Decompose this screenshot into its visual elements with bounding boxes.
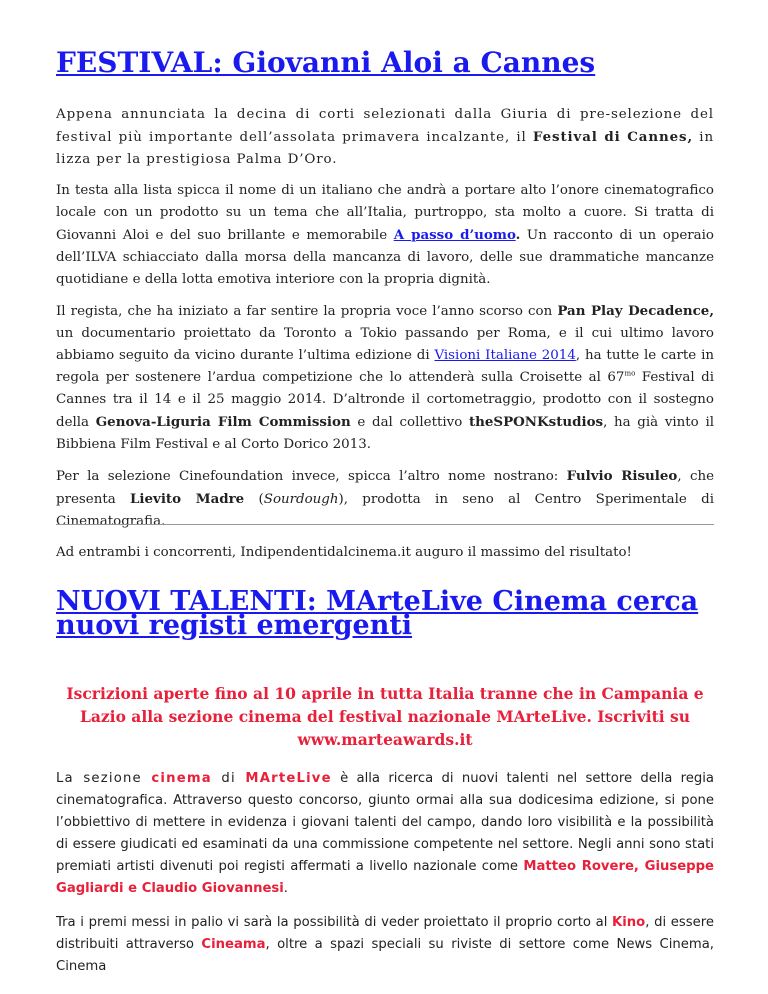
text: . bbox=[283, 881, 288, 896]
article-1-paragraph-5: Ad entrambi i concorrenti, Indipendentidalcinema.it auguro il massimo del risultato! bbox=[56, 545, 632, 560]
distributor-name: Cineama bbox=[201, 937, 266, 952]
studio-name: theSPONKstudios bbox=[468, 414, 604, 430]
article-1-paragraph-2 bbox=[56, 180, 714, 291]
article-1-paragraph-1 bbox=[56, 104, 714, 171]
article-separator bbox=[56, 524, 714, 525]
text: Un racconto di un operaio dell’ILVA schiacciato dalla morsa della mancanza di lavoro, delle sue drammatiche mancanze quotidiane e della lotta emotiva interiore con la propria dignità. bbox=[56, 228, 714, 287]
text: ), prodotta in seno al Centro Sperimentale di Cinematografia. bbox=[56, 492, 714, 529]
text: , che presenta bbox=[56, 469, 715, 507]
ordinal-suffix: mo bbox=[624, 369, 636, 378]
article-1-body bbox=[56, 104, 714, 573]
festival-name: Festival di Cannes, bbox=[532, 129, 694, 145]
film-english-title: Sourdough bbox=[263, 492, 339, 507]
article-1-paragraph-4 bbox=[56, 465, 714, 533]
text: e dal collettivo bbox=[350, 415, 469, 430]
text: ( bbox=[244, 492, 264, 507]
article-2-paragraph-2 bbox=[56, 912, 714, 978]
text: in lizza per la prestigiosa Palma D’Oro. bbox=[56, 130, 714, 167]
director-name: Fulvio Risuleo bbox=[566, 468, 678, 484]
text: Festival di Cannes tra il 14 e il 25 maggio 2014. D’altronde il cortometraggio, prodotto con il sostegno della bbox=[56, 370, 714, 430]
text: Il regista, che ha iniziato a far sentire la propria voce l’anno scorso con bbox=[56, 304, 558, 319]
text: , ha tutte le carte in regola per sostenere l’ardua competizione che lo attenderà sulla Croisette al 67 bbox=[56, 348, 714, 385]
film-name: Lievito Madre bbox=[130, 491, 245, 507]
film-name: Pan Play Decadence, bbox=[557, 303, 714, 319]
article-2-title[interactable]: NUOVI TALENTI: MArteLive Cinema cerca nuovi registi emergenti bbox=[56, 586, 699, 641]
film-link[interactable]: A passo d’uomo bbox=[393, 227, 516, 243]
article-2-body bbox=[56, 768, 714, 990]
text: In testa alla lista spicca il nome di un italiano che andrà a portare alto l’onore cinematografico locale con un prodotto su un tema che all’Italia, purtroppo, sta molto a cuore. Si tratta di Giovanni Aloi e del suo brillante e memorabile bbox=[56, 183, 714, 243]
article-2-paragraph-1 bbox=[56, 768, 714, 900]
text: , oltre a spazi speciali su riviste di settore come News Cinema, Cinema bbox=[56, 937, 714, 974]
text: Appena annunciata la decina di corti selezionati dalla Giuria di pre-selezione del festival più importante dell’assolata primavera incalzante, il bbox=[56, 107, 714, 145]
text: di bbox=[211, 771, 246, 786]
article-1-title[interactable]: FESTIVAL: Giovanni Aloi a Cannes bbox=[56, 46, 596, 79]
section-name: cinema bbox=[151, 771, 212, 786]
article-2-subhead: Iscrizioni aperte fino al 10 aprile in tutta Italia tranne che in Campania e Lazio alla sezione cinema del festival nazionale MArteLive. Iscriviti su www.marteawards.it bbox=[66, 684, 704, 749]
venue-name: Kino bbox=[612, 915, 646, 930]
text: Per la selezione Cinefoundation invece, spicca l’altro nome nostrano: bbox=[56, 469, 567, 484]
text: un documentario proiettato da Toronto a Tokio passando per Roma, e il cui ultimo lavoro abbiamo seguito da vicino durante l’ultima edizione di bbox=[56, 326, 714, 363]
text: . bbox=[515, 227, 521, 243]
article-1-paragraph-3 bbox=[56, 300, 714, 456]
text: è alla ricerca di nuovi talenti nel settore della regia cinematografica. Attraverso questo concorso, giunto ormai alla sua dodicesima edizione, si pone l’obbiettivo di mettere in evidenza i giovani talenti del campo, dando loro visibilità e la possibilità di essere giudicati ed esaminati da una commissione competente nel settore. Negli anni sono stati premiati artisti divenuti poi registi affermati a livello nazionale come bbox=[56, 771, 715, 874]
text: , ha già vinto il Bibbiena Film Festival e al Corto Dorico 2013. bbox=[56, 415, 715, 452]
visioni-italiane-link[interactable]: Visioni Italiane 2014 bbox=[434, 348, 576, 363]
film-commission-name: Genova-Liguria Film Commission bbox=[95, 414, 351, 430]
text: La sezione bbox=[56, 771, 152, 786]
text: Tra i premi messi in palio vi sarà la possibilità di veder proiettato il proprio corto al bbox=[56, 915, 613, 930]
director-names: Matteo Rovere, Giuseppe Gagliardi e Claudio Giovannesi bbox=[56, 859, 714, 896]
festival-name: MArteLive bbox=[245, 771, 332, 786]
text: , di essere distribuiti attraverso bbox=[56, 915, 714, 952]
